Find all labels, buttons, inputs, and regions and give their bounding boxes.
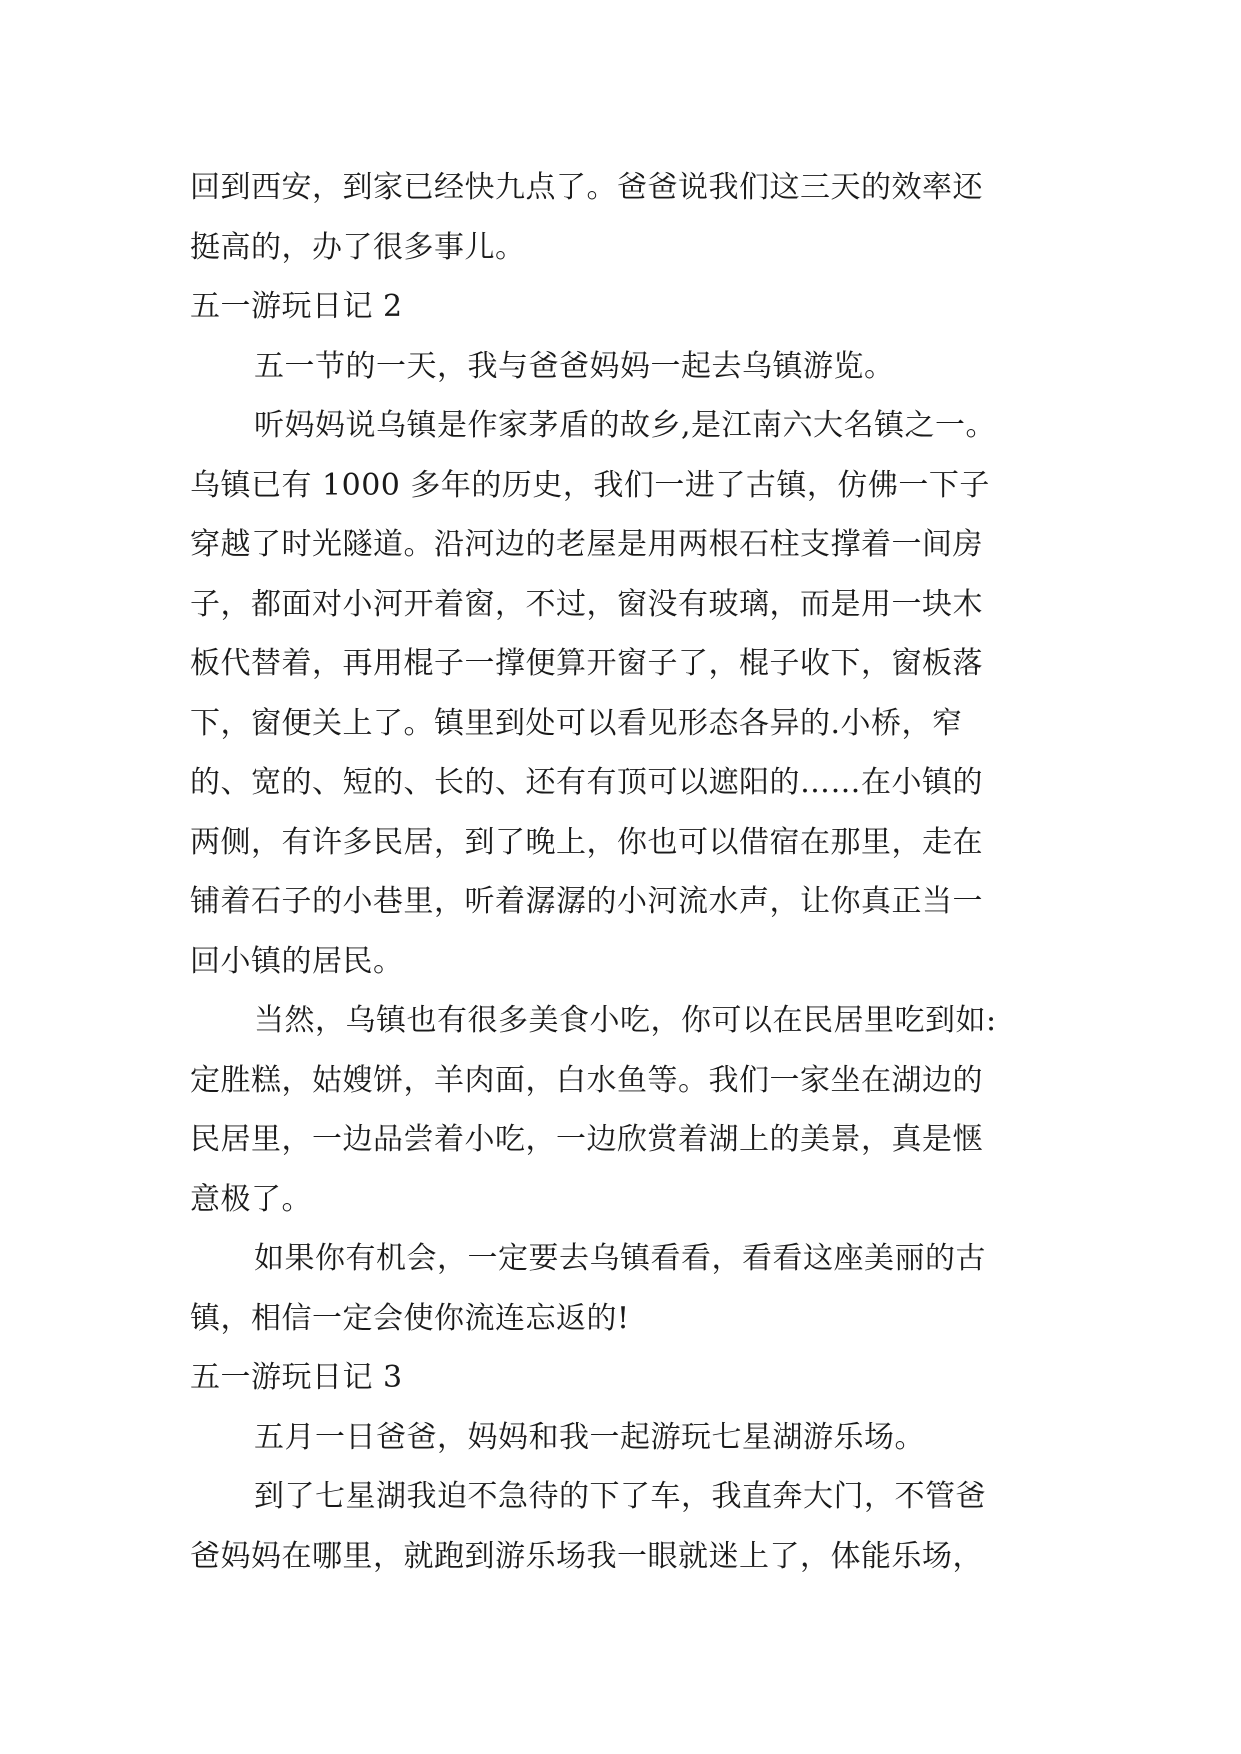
paragraph-first-line: 当然，乌镇也有很多美食小吃，你可以在民居里吃到如: <box>254 1003 997 1038</box>
body-line: 回到西安，到家已经快九点了。爸爸说我们这三天的效率还 <box>190 170 983 205</box>
body-line: 爸妈妈在哪里，就跑到游乐场我一眼就迷上了，体能乐场， <box>190 1538 983 1574</box>
paragraph-first-line: 如果你有机会，一定要去乌镇看看，看看这座美丽的古 <box>254 1241 986 1276</box>
body-line: 镇，相信一定会使你流连忘返的! <box>190 1300 630 1336</box>
body-line: 挺高的，办了很多事儿。 <box>190 229 526 265</box>
body-line: 乌镇已有 1000 多年的历史，我们一进了古镇，仿佛一下子 <box>190 467 990 503</box>
body-line: 铺着石子的小巷里，听着潺潺的小河流水声，让你真正当一 <box>190 884 983 919</box>
section-heading: 五一游玩日记 3 <box>190 1360 403 1395</box>
body-line: 的、宽的、短的、长的、还有有顶可以遮阳的……在小镇的 <box>190 765 983 800</box>
body-line: 子，都面对小河开着窗，不过，窗没有玻璃，而是用一块木 <box>190 586 983 622</box>
body-line: 两侧，有许多民居，到了晚上，你也可以借宿在那里，走在 <box>190 824 983 860</box>
body-line: 定胜糕，姑嫂饼，羊肉面，白水鱼等。我们一家坐在湖边的 <box>190 1062 983 1098</box>
body-line: 意极了。 <box>190 1181 312 1217</box>
paragraph-first-line: 听妈妈说乌镇是作家茅盾的故乡,是江南六大名镇之一。 <box>254 408 997 443</box>
body-line: 穿越了时光隧道。沿河边的老屋是用两根石柱支撑着一间房 <box>190 527 983 562</box>
body-line: 板代替着，再用棍子一撑便算开窗子了，棍子收下，窗板落 <box>190 646 983 681</box>
paragraph-first-line: 五月一日爸爸，妈妈和我一起游玩七星湖游乐场。 <box>254 1419 925 1455</box>
document-body <box>190 158 1070 1586</box>
paragraph-first-line: 到了七星湖我迫不急待的下了车，我直奔大门，不管爸 <box>254 1479 986 1514</box>
body-line: 民居里，一边品尝着小吃，一边欣赏着湖上的美景，真是惬 <box>190 1122 983 1157</box>
body-line: 回小镇的居民。 <box>190 943 404 979</box>
body-line: 下，窗便关上了。镇里到处可以看见形态各异的.小桥，窄 <box>190 705 963 741</box>
section-heading: 五一游玩日记 2 <box>190 289 403 324</box>
paragraph-first-line: 五一节的一天，我与爸爸妈妈一起去乌镇游览。 <box>254 348 895 384</box>
